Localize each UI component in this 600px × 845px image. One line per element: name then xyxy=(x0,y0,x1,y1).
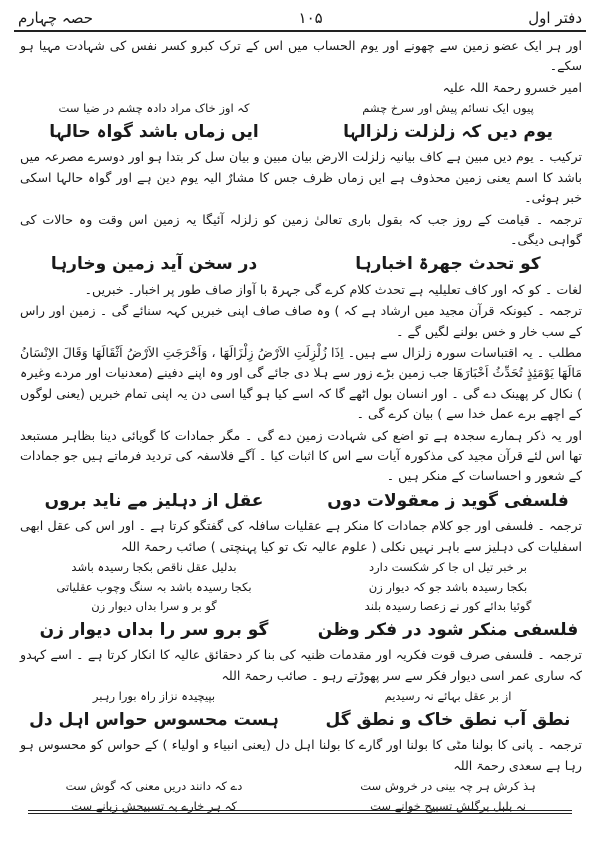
hemistich: فلسفی گوید ز معقولات دوں xyxy=(327,490,569,511)
text-line: اور ہر ایک عضو زمین سے چھونے اور یوم الحساب میں اس کے ترک کبرو کسر نفس کی شہادت مہیا ہو سکے۔ xyxy=(20,38,582,74)
couplet xyxy=(20,597,582,616)
text-paragraph: ترجمہ ۔ فلسفی صرف قوت فکریہ اور مقدمات ظنیہ کی بنا کر دحقائق عالیہ کا انکار کرتا ہے ۔ اسے کہدو کہ ساری عمر اسی دیوار فکر سے سر پھوڑتے رہو ۔ صائب رحمۃ اللہ xyxy=(20,647,582,683)
hemistich: کہ اوز خاک مراد دادہ چشم در ضیا ست xyxy=(58,101,250,116)
hemistich: فلسفی منکر شود در فکر وظن xyxy=(317,619,579,640)
hemistich: گو بر و سرا بداں دیوار زن xyxy=(91,599,217,614)
hemistich: از بر عقل بہائے نہ رسیدیم xyxy=(384,689,512,704)
hemistich: گوئیا بدائے کور نے زعصا رسیدہ بلند xyxy=(364,599,532,614)
text-paragraph: ترجمہ ۔ کیونکہ قرآن مجید میں ارشاد ہے کہ ) وہ صاف صاف اپنی خبریں کہہ سنائے گی ۔ زمین اور راس کے سب خار و خس بولنے لگیں گے ۔ xyxy=(20,303,582,339)
verse xyxy=(20,119,582,147)
header-rule xyxy=(14,30,586,32)
couplet xyxy=(20,99,582,118)
hemistich: گو برو سر را بداں دیوار زن xyxy=(39,619,269,640)
hemistich: بکجا رسیدہ باشد جو کہ دیوار زن xyxy=(368,579,528,594)
hemistich: پیوں ایک نسائم پیش اور سرخ چشم xyxy=(362,101,534,116)
hemistich: بدلیل عقل ناقص بکجا رسیدہ باشد xyxy=(71,560,237,575)
verse xyxy=(20,707,582,735)
hemistich: نطق آب نطق خاک و نطق گل xyxy=(325,709,571,730)
footer-rule xyxy=(28,810,572,811)
text-paragraph: ترجمہ ۔ پانی کا بولنا مٹی کا بولنا اور گارے کا بولنا اہل دل (یعنی انبیاء و اولیاء ) کے حواس کو محسوس ہو رہا ہے سعدی رحمۃ اللہ xyxy=(20,737,582,773)
text-paragraph: اور یہ ذکر ہمارے سجدہ ہے تو اضع کی شہادت زمین دے گی ۔ مگر جمادات کا گویائی دینا بظاہر مستبعد تھا اس لئے قرآن مجید کی مذکورہ آیات سے اس کا اثبات کیا ۔ آگے فلاسفہ کی تردید فرماتے ہیں جو جمادات کے شعور و احساسات کے منکر ہیں ۔ xyxy=(20,427,582,484)
hemistich: در سخن آید زمین وخارہا xyxy=(50,254,258,275)
hemistich: کہ ہر خارے بہ تسبیحش زبانے ست xyxy=(71,798,237,813)
verse xyxy=(20,488,582,516)
header-right: دفتر اول xyxy=(528,9,582,27)
couplet xyxy=(20,687,582,706)
hemistich: دے کہ دانند دریں معنی کہ گوش ست xyxy=(65,779,243,794)
page-header xyxy=(18,6,582,30)
text-line: امیر خسرو رحمۃ اللہ علیہ xyxy=(442,79,582,95)
text-paragraph: لغات ۔ کو کہ اور کاف تعلیلیہ ہے تحدث کلام کرے گی جہرۃ با آواز صاف طور پر اخبار۔ خبریں۔ xyxy=(84,281,582,297)
page-body xyxy=(20,36,582,813)
hemistich: عقل از دہلیز مے ناید بروں xyxy=(44,490,264,511)
couplet xyxy=(20,578,582,597)
couplet xyxy=(20,777,582,796)
text-paragraph: ترجمہ ۔ فلسفی اور جو کلام جمادات کا منکر ہے عقلیات سافلہ کی گفتگو کرتا ہے ۔ اور اس کی عقل ابھی اسفلیات کی دہلیز سے باہر نہیں نکلی ( علوم عالیہ تک تو کیا پہنچتی ) صائب رحمۃ اللہ xyxy=(20,518,582,554)
verse xyxy=(20,617,582,645)
page-number: ۱۰۵ xyxy=(298,9,323,27)
verse xyxy=(20,251,582,279)
hemistich: ایں زماں باشد گواہ حالہا xyxy=(49,121,259,142)
text-paragraph: ترجمہ ۔ قیامت کے روز جب کہ بقول باری تعالیٰ زمین کو زلزلہ آئیگا یہ زمین اس وقت وہ حالات کی گواہی دیگی۔ xyxy=(20,211,582,247)
hemistich: نہ بلبل برگلش تسبیح خوانے ست xyxy=(370,798,526,813)
hemistich: ہست محسوس حواس اہل دل xyxy=(29,709,279,730)
text-paragraph: مطلب ۔ یہ اقتباسات سورہ زلزال سے ہیں۔ اِذَا زُلْزِلَتِ الاَرْضُ زِلْزَالَهَا ، وَاَخْرَجَتِ الاَرْضُ اَثْقَالَهَا وَقَالَ الاِنْسَانُ مَالَهَا یَوْمَئِذٍ تُحَدِّثُ اَخْبَارَهَا جب زمین بڑے زور سے ہلا دی جائے گی اور وہ اپنے دفینے (معدنیات اور مردے وغیرہ ) نکال کر پھینک دے گی ۔ اور انسان بول اٹھے گا کہ اسے کیا ہو گیا اسی دن یہ اپنی تمام خبریں (یعنی لوگوں کے اچھے برے عمل خدا سے ) بیان کرے گی ۔ xyxy=(20,344,582,422)
text-paragraph: ترکیب ۔ یوم دیں مبین ہے کاف بیانیہ زلزلت الارض بیان مبین و بیان سل کر بتدا ہو اور دوسرے مصرعہ میں باشد کا اسم یعنی زمین محذوف ہے ایں زماں ظرف جس کا مشارٌ الیہ یوم دین ہے اور گواہ حالہا اسکی خبر ہوئی۔ xyxy=(20,149,582,206)
hemistich: کو تحدث جھرۃ اخبارہا xyxy=(355,254,541,275)
hemistich: بکجا رسیدہ باشد بہ سنگ وچوب عقلیاتی xyxy=(56,579,252,594)
hemistich: ہذ کرش ہر چہ بینی در خروش ست xyxy=(360,779,536,794)
hemistich: یوم دیں کہ زلزلت زلزالہا xyxy=(343,121,553,142)
hemistich: بپیچیدہ نزاز راہ بورا رہبر xyxy=(92,689,216,704)
couplet xyxy=(20,558,582,577)
footer-rule xyxy=(28,813,572,814)
header-left: حصہ چہارم xyxy=(18,9,93,27)
hemistich: بر خبر تیل اں جا کر شکست دارد xyxy=(368,560,528,575)
